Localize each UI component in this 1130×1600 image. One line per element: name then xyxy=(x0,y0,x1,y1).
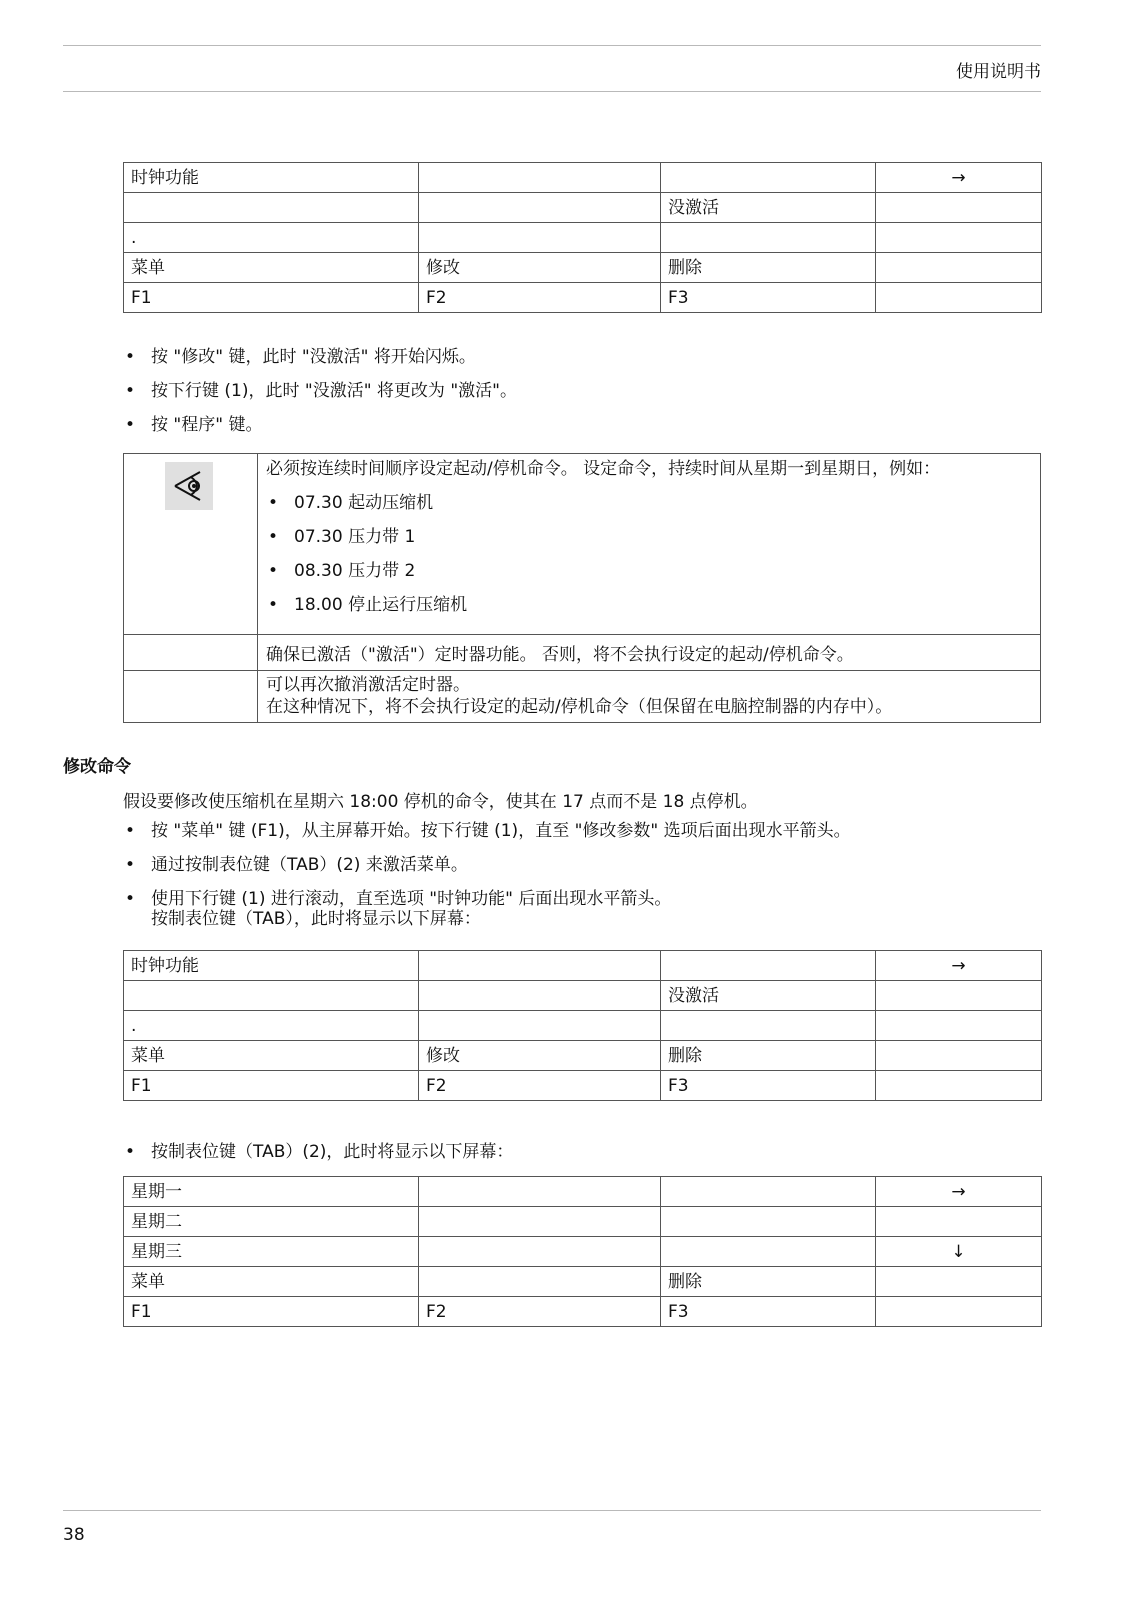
screen-cell xyxy=(661,1177,876,1207)
note-row xyxy=(124,671,1041,723)
softkey-label: 删除 xyxy=(661,1041,876,1071)
softkey-label: 修改 xyxy=(419,1041,661,1071)
screen-cell: 没激活 xyxy=(661,981,876,1011)
screen-cell xyxy=(124,981,419,1011)
screen-row xyxy=(124,981,1042,1011)
note-text-cell xyxy=(258,454,1041,635)
function-key-label: F2 xyxy=(419,283,661,313)
screen-row xyxy=(124,163,1042,193)
document-title: 使用说明书 xyxy=(956,62,1041,82)
list-item: • 07.30 起动压缩机 xyxy=(266,493,1032,514)
list-item: • 按下行键 (1)，此时 "没激活" 将更改为 "激活"。 xyxy=(123,381,517,401)
screen-cell xyxy=(419,951,661,981)
screen-row xyxy=(124,253,1042,283)
screen-row xyxy=(124,1041,1042,1071)
screen-cell: . xyxy=(124,223,419,253)
controller-screen-clock-function xyxy=(123,162,1042,313)
function-key-label: F1 xyxy=(124,1071,419,1101)
softkey-label: 修改 xyxy=(419,253,661,283)
screen-cell xyxy=(419,223,661,253)
screen-cell xyxy=(419,981,661,1011)
controller-screen-weekdays xyxy=(123,1176,1042,1327)
list-item: • 按制表位键（TAB）(2)，此时将显示以下屏幕： xyxy=(123,1142,513,1162)
page-number: 38 xyxy=(63,1525,85,1545)
screen-cell xyxy=(876,223,1042,253)
function-key-label: F1 xyxy=(124,283,419,313)
list-item: • 按 "程序" 键。 xyxy=(123,415,517,435)
screen-cell xyxy=(419,1011,661,1041)
function-key-label xyxy=(876,1071,1042,1101)
screen-cell xyxy=(661,1237,876,1267)
eye-icon xyxy=(165,462,213,510)
softkey-label: 菜单 xyxy=(124,1267,419,1297)
instruction-list xyxy=(123,347,517,435)
note-intro: 必须按连续时间顺序设定起动/停机命令。 设定命令，持续时间从星期一到星期日，例如： xyxy=(266,459,941,479)
screen-row xyxy=(124,193,1042,223)
softkey-label: 菜单 xyxy=(124,253,419,283)
softkey-label: 删除 xyxy=(661,253,876,283)
arrow-down-icon: ↓ xyxy=(876,1237,1042,1267)
softkey-label: 菜单 xyxy=(124,1041,419,1071)
list-item: • 18.00 停止运行压缩机 xyxy=(266,595,1032,616)
screen-row xyxy=(124,1071,1042,1101)
screen-cell xyxy=(876,1011,1042,1041)
softkey-label xyxy=(419,1267,661,1297)
note-box xyxy=(123,453,1041,723)
section-intro: 假设要修改使压缩机在星期六 18:00 停机的命令，使其在 17 点而不是 18 点停机。 xyxy=(123,792,758,812)
softkey-label: 删除 xyxy=(661,1267,876,1297)
arrow-right-icon: → xyxy=(876,1177,1042,1207)
screen-row xyxy=(124,951,1042,981)
softkey-label xyxy=(876,253,1042,283)
screen-cell xyxy=(876,1207,1042,1237)
instruction-list xyxy=(123,1142,513,1162)
note-empty-cell xyxy=(124,671,258,723)
screen-row xyxy=(124,1297,1042,1327)
screen-cell xyxy=(876,981,1042,1011)
example-list xyxy=(266,493,1032,616)
section-title: 修改命令 xyxy=(63,757,131,777)
header-bottom-rule xyxy=(63,91,1041,92)
function-key-label: F3 xyxy=(661,1297,876,1327)
footer-rule xyxy=(63,1510,1041,1511)
screen-row xyxy=(124,283,1042,313)
function-key-label: F1 xyxy=(124,1297,419,1327)
note-icon-cell xyxy=(124,454,258,635)
list-item xyxy=(123,889,851,929)
list-item: • 08.30 压力带 2 xyxy=(266,561,1032,582)
screen-cell: . xyxy=(124,1011,419,1041)
list-item-line: 按制表位键（TAB），此时将显示以下屏幕： xyxy=(151,909,481,929)
weekday-cell: 星期一 xyxy=(124,1177,419,1207)
list-item: • 按 "修改" 键，此时 "没激活" 将开始闪烁。 xyxy=(123,347,517,367)
screen-cell xyxy=(124,193,419,223)
screen-cell: 时钟功能 xyxy=(124,163,419,193)
arrow-right-icon: → xyxy=(876,951,1042,981)
screen-cell xyxy=(419,1177,661,1207)
screen-cell xyxy=(419,1207,661,1237)
note-text-cell: 确保已激活（"激活"）定时器功能。 否则，将不会执行设定的起动/停机命令。 xyxy=(258,635,1041,671)
screen-row xyxy=(124,1011,1042,1041)
screen-cell xyxy=(419,193,661,223)
screen-row xyxy=(124,1267,1042,1297)
note-row xyxy=(124,635,1041,671)
screen-cell xyxy=(661,163,876,193)
softkey-label xyxy=(876,1267,1042,1297)
screen-cell: 时钟功能 xyxy=(124,951,419,981)
instruction-list xyxy=(123,821,851,929)
screen-row xyxy=(124,223,1042,253)
controller-screen-clock-function xyxy=(123,950,1042,1101)
screen-row xyxy=(124,1177,1042,1207)
function-key-label: F2 xyxy=(419,1071,661,1101)
list-item-line: • 使用下行键 (1) 进行滚动，直至选项 "时钟功能" 后面出现水平箭头。 xyxy=(151,889,672,909)
screen-row xyxy=(124,1237,1042,1267)
function-key-label: F3 xyxy=(661,283,876,313)
list-item: • 07.30 压力带 1 xyxy=(266,527,1032,548)
note-text-cell xyxy=(258,671,1041,723)
softkey-label xyxy=(876,1041,1042,1071)
screen-cell xyxy=(419,1237,661,1267)
header-top-rule xyxy=(63,45,1041,46)
screen-row xyxy=(124,1207,1042,1237)
note-line: 在这种情况下，将不会执行设定的起动/停机命令（但保留在电脑控制器的内存中）。 xyxy=(266,697,893,717)
screen-cell xyxy=(419,163,661,193)
screen-cell xyxy=(661,951,876,981)
list-item: • 按 "菜单" 键 (F1)，从主屏幕开始。按下行键 (1)，直至 "修改参数" 选项后面出现水平箭头。 xyxy=(123,821,851,841)
function-key-label xyxy=(876,1297,1042,1327)
note-row xyxy=(124,454,1041,635)
screen-cell: 没激活 xyxy=(661,193,876,223)
function-key-label xyxy=(876,283,1042,313)
weekday-cell: 星期二 xyxy=(124,1207,419,1237)
function-key-label: F2 xyxy=(419,1297,661,1327)
function-key-label: F3 xyxy=(661,1071,876,1101)
weekday-cell: 星期三 xyxy=(124,1237,419,1267)
list-item: • 通过按制表位键（TAB）(2) 来激活菜单。 xyxy=(123,855,851,875)
screen-cell xyxy=(876,193,1042,223)
note-empty-cell xyxy=(124,635,258,671)
screen-cell xyxy=(661,1011,876,1041)
screen-cell xyxy=(661,223,876,253)
screen-cell xyxy=(661,1207,876,1237)
note-line: 可以再次撤消激活定时器。 xyxy=(266,675,470,695)
arrow-right-icon: → xyxy=(876,163,1042,193)
